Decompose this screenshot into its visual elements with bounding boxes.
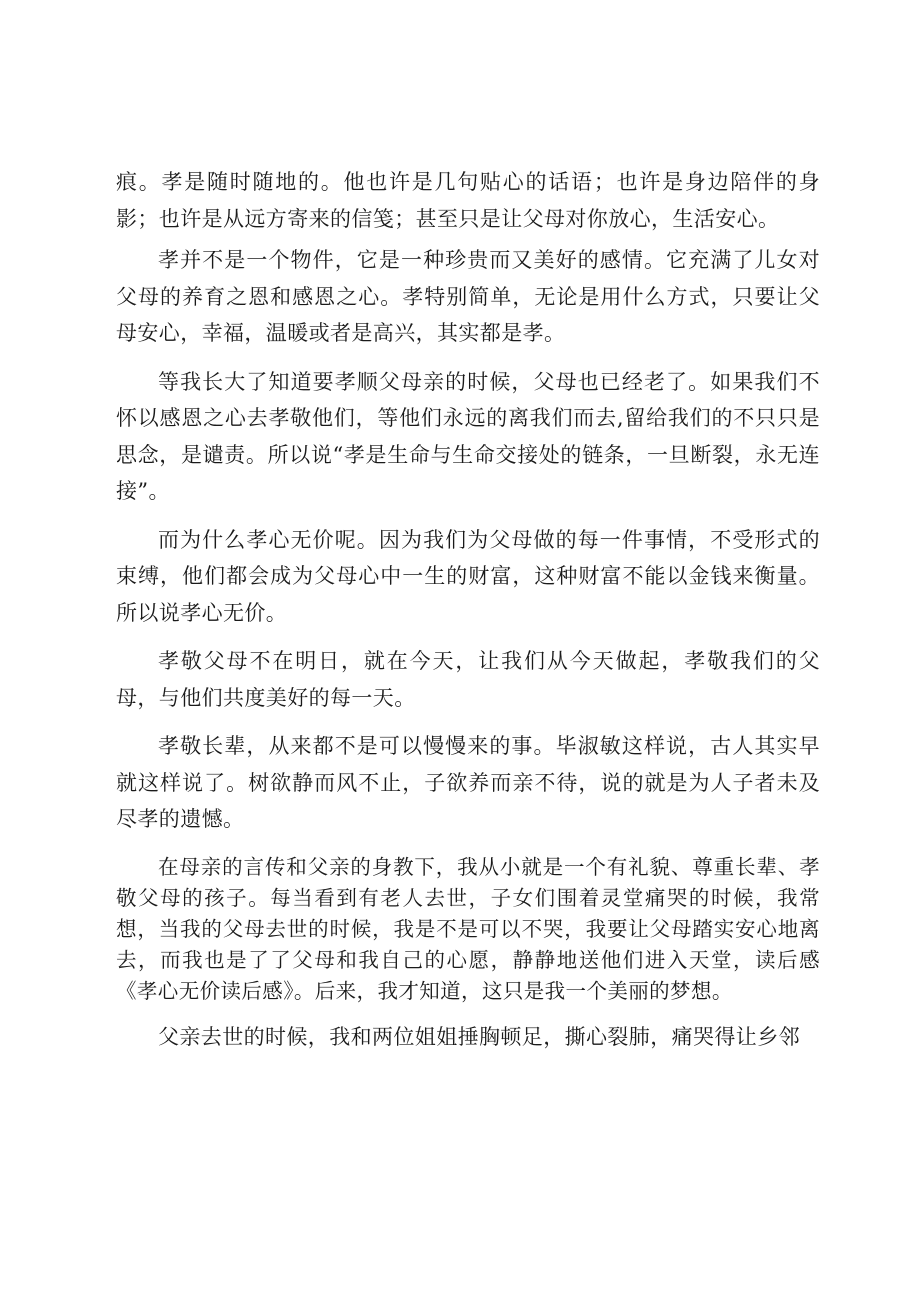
paragraph-1: 痕。孝是随时随地的。他也许是几句贴心的话语；也许是身边陪伴的身影；也许是从远方寄来的信笺；甚至只是让父母对你放心，生活安心。 [116,170,820,231]
paragraph-6: 孝敬长辈，从来都不是可以慢慢来的事。毕淑敏这样说，古人其实早就这样说了。树欲静而风不止，子欲养而亲不待，说的就是为人子者未及尽孝的遗憾。 [116,734,820,831]
paragraph-5: 孝敬父母不在明日，就在今天，让我们从今天做起，孝敬我们的父母，与他们共度美好的每一天。 [116,649,820,710]
paragraph-4: 而为什么孝心无价呢。因为我们为父母做的每一件事情，不受形式的束缚，他们都会成为父母心中一生的财富，这种财富不能以金钱来衡量。所以说孝心无价。 [116,527,820,625]
paragraph-7: 在母亲的言传和父亲的身教下，我从小就是一个有礼貌、尊重长辈、孝敬父母的孩子。每当看到有老人去世，子女们围着灵堂痛哭的时候，我常想，当我的父母去世的时候，我是不是可以不哭，我要让父母踏实安心地离去，而我也是了了父母和我自己的心愿，静静地送他们进入天堂，读后感《孝心无价读后感》。后来，我才知道，这只是我一个美丽的梦想。 [116,854,820,1003]
document-body [116,242,820,1055]
paragraph-8: 父亲去世的时候，我和两位姐姐捶胸顿足，撕心裂肺，痛哭得让乡邻 [158,1024,800,1049]
paragraph-3: 等我长大了知道要孝顺父母亲的时候，父母也已经老了。如果我们不怀以感恩之心去孝敬他们，等他们永远的离我们而去,留给我们的不只只是思念，是谴责。所以说“孝是生命与生命交接处的链条，一旦断裂，永无连接”。 [116,369,820,503]
paragraph-2: 孝并不是一个物件，它是一种珍贵而又美好的感情。它充满了儿女对父母的养育之恩和感恩之心。孝特别简单，无论是用什么方式，只要让父母安心，幸福，温暖或者是高兴，其实都是孝。 [116,248,820,345]
